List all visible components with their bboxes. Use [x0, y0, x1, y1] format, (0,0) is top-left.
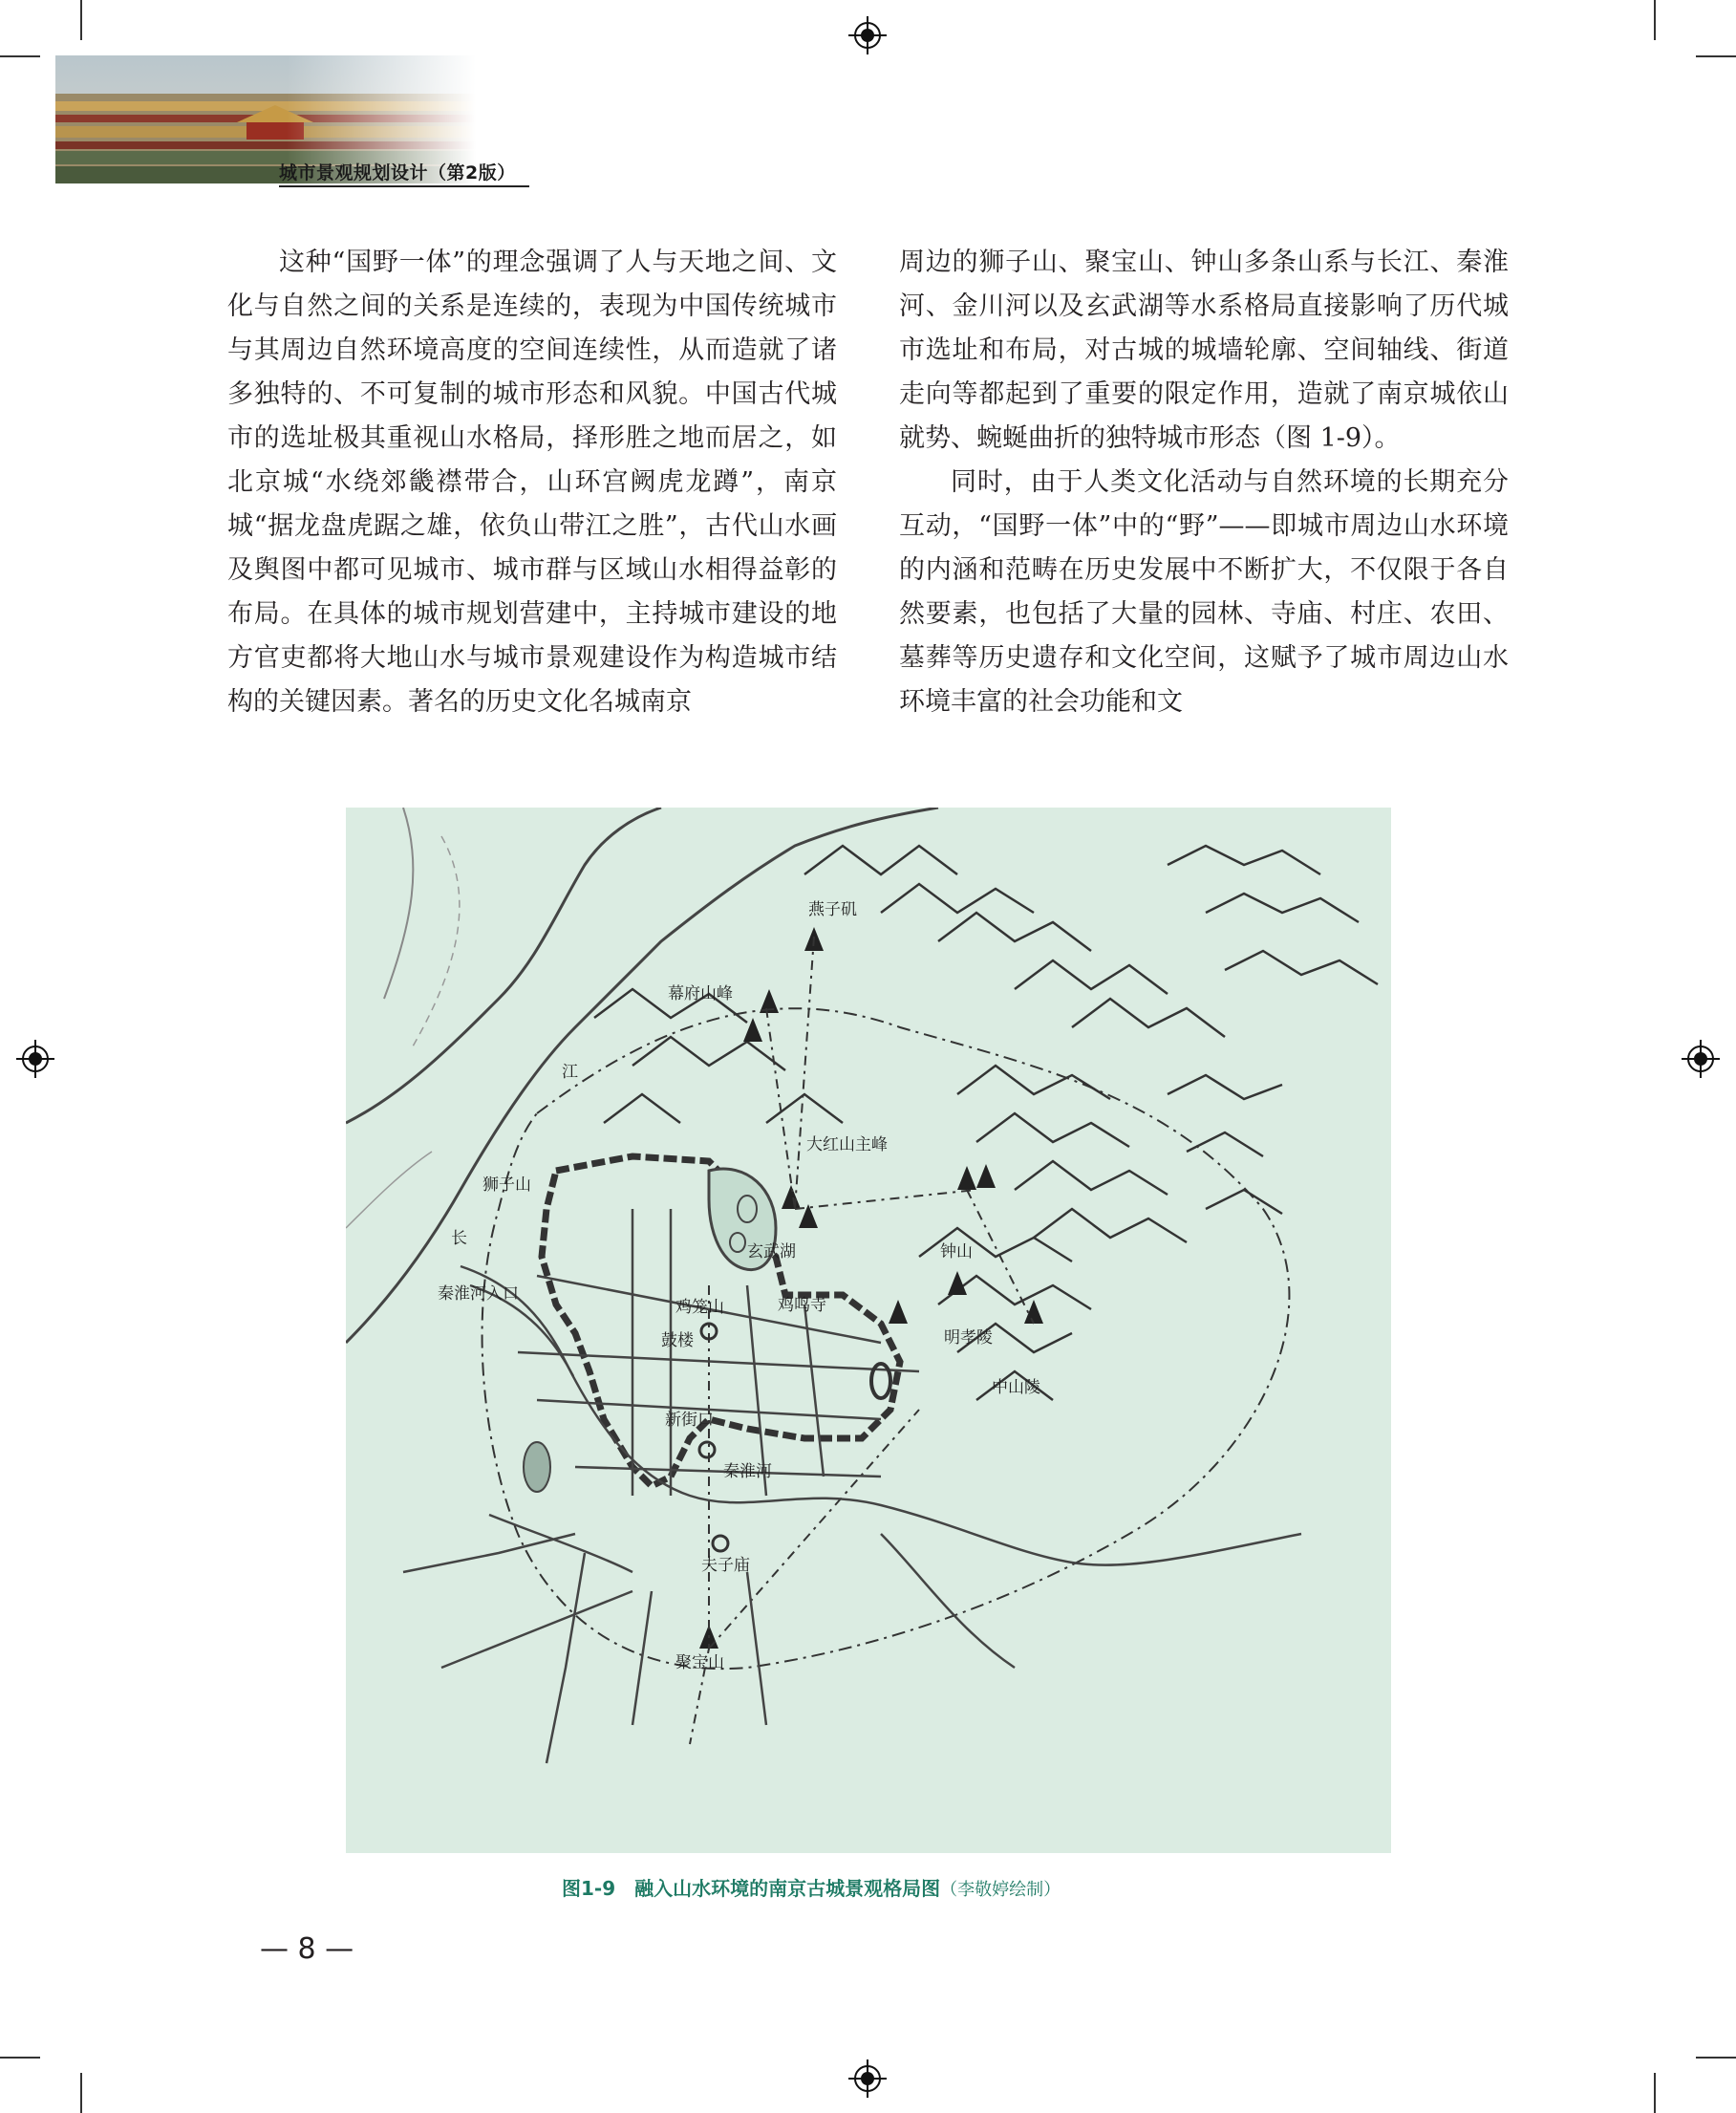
text-line: 间、文化与自然之间的关系是连续的，表现为中: [227, 248, 837, 321]
map-label-zhongshan: 钟山: [940, 1242, 973, 1261]
map-label-xinjiekou: 新街口: [665, 1411, 714, 1430]
header-underline: [279, 185, 529, 187]
map-label-yanziji: 燕子矶: [808, 900, 857, 919]
crop-mark: [1654, 2073, 1656, 2113]
map-label-jubao: 聚宝山: [675, 1653, 724, 1672]
map-label-jiang: 江: [562, 1063, 578, 1082]
text-line: 态和风貌。中国古代城市的选址极其重视山水格: [227, 379, 838, 453]
left-paragraph: [227, 241, 837, 724]
text-line: 之雄，依负山带江之胜”，古代山水画及舆图中: [227, 511, 837, 585]
text-line: 秦淮河、金川河以及玄武湖等水系格局直接影响: [899, 248, 1510, 321]
map-label-qinhuai-mouth: 秦淮河入口: [438, 1284, 519, 1304]
right-paragraph-continued: [899, 241, 1509, 461]
text-line: 周边的狮子山、聚宝山、钟山多条山系与长江、: [899, 248, 1457, 277]
text-line: 了历代城市选址和布局，对古城的城墙轮廓、空: [899, 291, 1510, 365]
text-line: 带合，山环宫阙虎龙蹲”，南京城“据龙盘虎踞: [227, 467, 837, 541]
text-line: 周边山水环境的内涵和范畴在历史发展中不断扩: [899, 511, 1510, 585]
text-line: 寺庙、村庄、农田、墓葬等历史遗存和文化空间，: [899, 599, 1510, 673]
map-label-mingxiao: 明孝陵: [944, 1328, 993, 1348]
text-line: 这种“国野一体”的理念强调了人与天地之: [279, 248, 759, 277]
text-line: 地方官吏都将大地山水与城市景观建设作为构造: [227, 599, 838, 673]
figure-caption-credit: （李敬婷绘制）: [940, 1880, 1061, 1900]
text-line: 这赋予了城市周边山水环境丰富的社会功能和文: [899, 643, 1510, 717]
registration-mark-icon: [1682, 1040, 1720, 1078]
crop-mark: [1696, 55, 1736, 57]
map-label-dahong: 大红山主峰: [806, 1135, 888, 1154]
right-paragraph: [899, 461, 1509, 724]
figure-caption-title: 图1-9 融入山水环境的南京古城景观格局图: [562, 1877, 941, 1900]
crop-mark: [80, 2073, 82, 2113]
text-line: 态（图 1-9）。: [1234, 423, 1401, 453]
map-label-jiming: 鸡鸣寺: [778, 1296, 826, 1315]
page-number: — 8 —: [260, 1932, 354, 1966]
crop-mark: [1696, 2057, 1736, 2059]
crop-mark: [0, 55, 40, 57]
map-label-mufu: 幕府山峰: [668, 984, 733, 1003]
text-line: 造就了南京城依山就势、蜿蜒曲折的独特城市形: [899, 379, 1510, 453]
map-label-zhongshanling: 中山陵: [992, 1378, 1040, 1397]
right-text-column: [899, 241, 1509, 724]
text-line: 同时，由于人类文化活动与自然环境的长期: [951, 467, 1457, 497]
map-label-qinhuai: 秦淮河: [723, 1462, 772, 1481]
text-line: 国传统城市与其周边自然环境高度的空间连续: [227, 291, 838, 365]
nanjing-landscape-map: [346, 808, 1391, 1853]
map-label-fuzimiao: 夫子庙: [701, 1556, 750, 1575]
map-label-shizi: 狮子山: [482, 1175, 531, 1195]
crop-mark: [1654, 0, 1656, 40]
map-label-jilong: 鸡笼山: [675, 1298, 724, 1317]
text-line: 性，从而造就了诸多独特的、不可复制的城市形: [227, 335, 838, 409]
registration-mark-icon: [848, 16, 887, 54]
left-text-column: [227, 241, 837, 724]
text-line: 局。在具体的城市规划营建中，主持城市建设的: [253, 599, 812, 629]
text-line: 局，择形胜之地而居之，如北京城“水绕郊畿襟: [227, 423, 837, 497]
figure-caption: [562, 1873, 1061, 1901]
book-title: 城市景观规划设计（第2版）: [279, 162, 516, 183]
crop-mark: [80, 0, 82, 40]
registration-mark-icon: [848, 2059, 887, 2098]
map-label-gulou: 鼓楼: [661, 1331, 694, 1350]
text-line: 城市结构的关键因素。著名的历史文化名城南京: [227, 643, 838, 717]
text-line: 充分互动，“国野一体”中的“野”——即城市: [899, 467, 1510, 541]
map-label-chang: 长: [451, 1229, 467, 1248]
registration-mark-icon: [16, 1040, 54, 1078]
text-line: 大，不仅限于各自然要素，也包括了大量的园林、: [899, 555, 1510, 629]
map-label-xuanwu: 玄武湖: [747, 1242, 796, 1261]
text-line: 间轴线、街道走向等都起到了重要的限定作用，: [899, 335, 1510, 409]
crop-mark: [0, 2057, 40, 2059]
text-line: 都可见城市、城市群与区域山水相得益彰的布: [227, 555, 838, 629]
